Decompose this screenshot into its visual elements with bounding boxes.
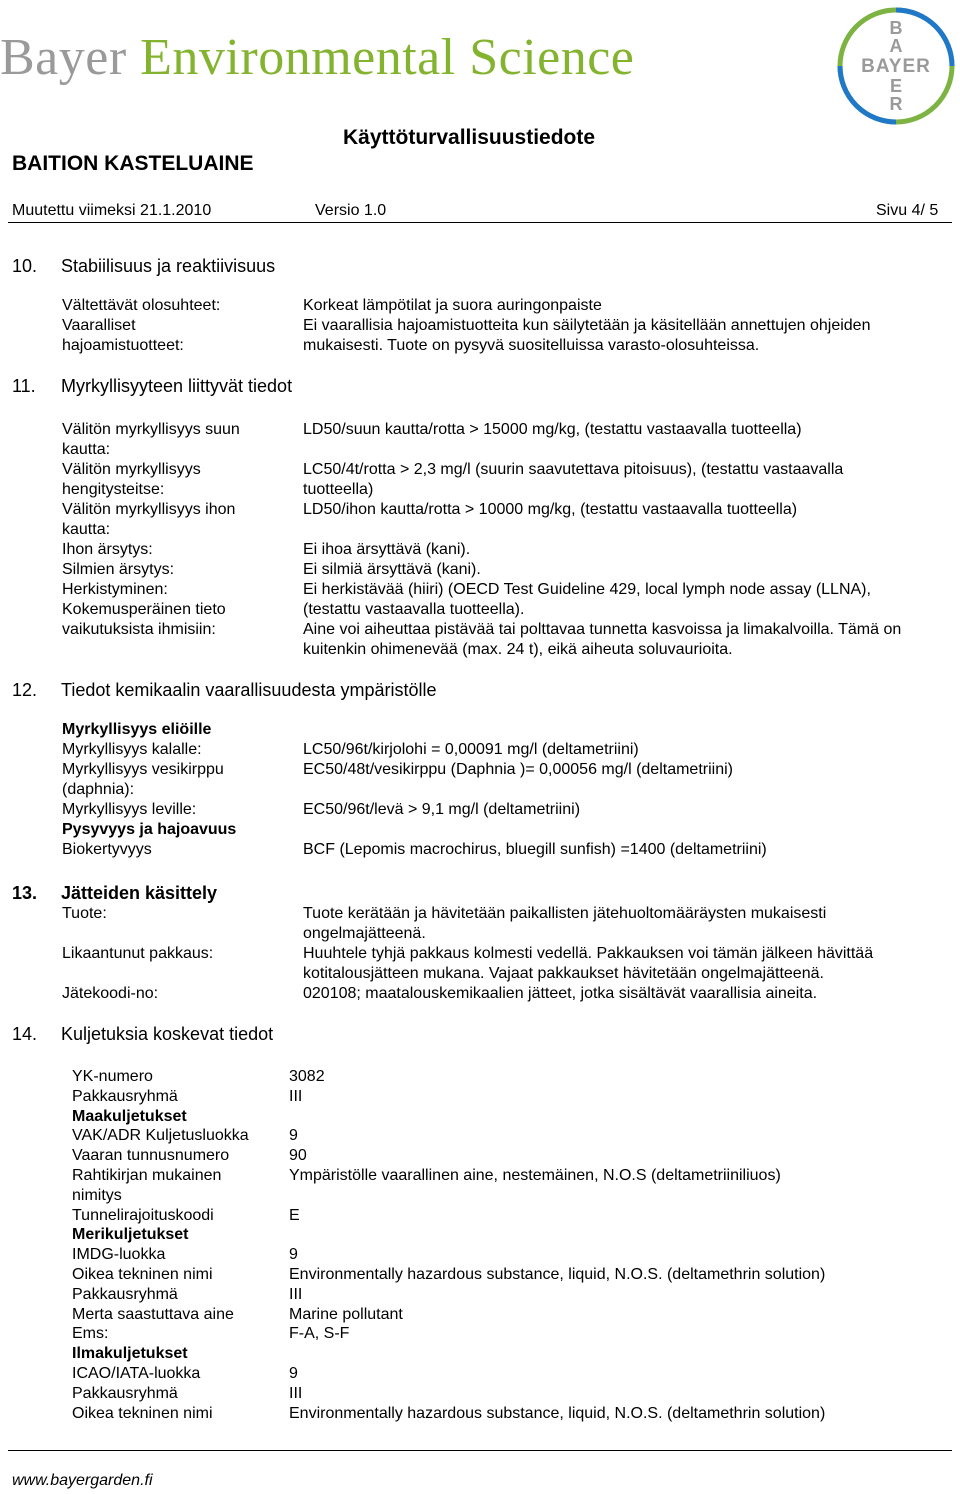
section-11-values — [303, 420, 953, 660]
value: LD50/ihon kautta/rotta > 10000 mg/kg, (testattu vastaavalla tuotteella) — [303, 501, 798, 518]
table-row — [72, 1404, 932, 1424]
value: Tuote kerätään ja hävitetään paikallisten jätehuoltomääräysten mukaisesti — [303, 905, 827, 922]
transport-table — [72, 1067, 932, 1423]
section-title: Myrkyllisyyteen liittyvät tiedot — [61, 376, 293, 396]
bayer-cross-logo — [836, 6, 956, 126]
value: EC50/96t/levä > 9,1 mg/l (deltametriini) — [303, 801, 581, 818]
section-title: Tiedot kemikaalin vaarallisuudesta ympäristölle — [61, 680, 437, 700]
svg-text:BAYER: BAYER — [861, 56, 931, 77]
page-number: Sivu 4/ 5 — [876, 202, 939, 219]
value: EC50/48t/vesikirppu (Daphnia )= 0,00056 mg/l (deltametriini) — [303, 761, 733, 778]
label: Tuote: — [62, 905, 107, 922]
svg-text:A: A — [889, 36, 903, 56]
label: (daphnia): — [62, 781, 135, 798]
table-cell-value: Environmentally hazardous substance, liquid, N.O.S. (deltamethrin solution) — [289, 1265, 826, 1283]
value — [303, 440, 953, 460]
table-row — [72, 1305, 932, 1325]
table-cell-value: 9 — [289, 1127, 298, 1145]
section-14-heading — [12, 1024, 612, 1046]
product-name: BAITION KASTELUAINE — [12, 152, 254, 175]
table-cell-label: VAK/ADR Kuljetusluokka — [72, 1127, 249, 1145]
footer-url: www.bayergarden.fi — [12, 1472, 153, 1489]
value — [303, 520, 953, 540]
table-cell-value: III — [289, 1087, 303, 1105]
table-row — [72, 1384, 932, 1404]
value: tuotteella) — [303, 481, 374, 498]
table-cell-label: IMDG-luokka — [72, 1246, 166, 1264]
table-row — [72, 1245, 932, 1265]
section-number: 14. — [12, 1024, 38, 1044]
table-cell-label: Merta saastuttava aine — [72, 1305, 234, 1323]
svg-text:E: E — [889, 76, 903, 96]
label: hajoamistuotteet: — [62, 337, 184, 354]
table-row — [72, 1146, 932, 1166]
label: Vaaralliset — [62, 317, 136, 334]
section-13-heading — [12, 883, 612, 905]
table-row — [72, 1126, 932, 1146]
table-cell-value: 9 — [289, 1364, 298, 1382]
table-row — [72, 1225, 932, 1245]
value: 020108; maatalouskemikaalien jätteet, jotka sisältävät vaarallisia aineita. — [303, 985, 818, 1002]
table-cell-label: ICAO/IATA-luokka — [72, 1364, 201, 1382]
value: ongelmajätteenä. — [303, 925, 426, 942]
table-row — [72, 1344, 932, 1364]
table-row — [72, 1206, 932, 1226]
table-row — [72, 1285, 932, 1305]
table-row — [72, 1324, 932, 1344]
table-row — [72, 1087, 932, 1107]
table-cell-value: E — [289, 1206, 300, 1224]
label: Herkistyminen: — [62, 581, 168, 598]
table-cell-value: Marine pollutant — [289, 1305, 403, 1323]
modified-date: Muutettu viimeksi 21.1.2010 — [12, 202, 212, 219]
table-row — [72, 1186, 932, 1206]
table-cell-value: 9 — [289, 1246, 298, 1264]
value: Korkeat lämpötilat ja suora auringonpaiste — [303, 297, 602, 314]
value: Huuhtele tyhjä pakkaus kolmesti vedellä. Pakkauksen voi tämän jälkeen hävittää — [303, 945, 874, 962]
table-row — [72, 1265, 932, 1285]
section-number: 10. — [12, 256, 38, 276]
label: kautta: — [62, 521, 111, 538]
label: Jätekoodi-no: — [62, 985, 159, 1002]
label: Myrkyllisyys leville: — [62, 801, 197, 818]
value: Aine voi aiheuttaa pistävää tai polttavaa tunnetta kasvoissa ja limakalvoilla. Tämä on — [303, 621, 902, 638]
table-cell-label: Ems: — [72, 1325, 109, 1343]
table-cell-label: Ilmakuljetukset — [72, 1345, 188, 1363]
section-title: Kuljetuksia koskevat tiedot — [61, 1024, 274, 1044]
label: Biokertyvyys — [62, 841, 152, 858]
value: Ei silmiä ärsyttävä (kani). — [303, 561, 481, 578]
value: Ei ihoa ärsyttävä (kani). — [303, 541, 471, 558]
table-row — [72, 1107, 932, 1127]
table-cell-label: Maakuljetukset — [72, 1107, 187, 1125]
value: LC50/4t/rotta > 2,3 mg/l (suurin saavutettava pitoisuus), (testattu vastaavalla — [303, 461, 844, 478]
table-row — [72, 1067, 932, 1087]
value: kuitenkin ohimenevää (max. 24 t), eikä aiheuta soluvaurioita. — [303, 641, 733, 658]
subheading: Pysyvyys ja hajoavuus — [62, 821, 237, 838]
label: Likaantunut pakkaus: — [62, 945, 214, 962]
value: (testattu vastaavalla tuotteella). — [303, 601, 525, 618]
label: Silmien ärsytys: — [62, 561, 175, 578]
table-cell-value: III — [289, 1384, 303, 1402]
table-cell-value: Ympäristölle vaarallinen aine, nestemäinen, N.O.S (deltametriiniliuos) — [289, 1166, 781, 1184]
table-row — [72, 1166, 932, 1186]
section-12-heading — [12, 680, 712, 702]
table-cell-label: Pakkausryhmä — [72, 1384, 178, 1402]
value: LC50/96t/kirjolohi = 0,00091 mg/l (deltametriini) — [303, 741, 639, 758]
section-number: 11. — [12, 376, 36, 396]
label: vaikutuksista ihmisiin: — [62, 621, 216, 638]
table-cell-value: Environmentally hazardous substance, liquid, N.O.S. (deltamethrin solution) — [289, 1404, 826, 1422]
label: Ihon ärsytys: — [62, 541, 153, 558]
value: BCF (Lepomis macrochirus, bluegill sunfish) =1400 (deltametriini) — [303, 841, 767, 858]
brand-part2: Environmental Science — [140, 29, 635, 86]
value: LD50/suun kautta/rotta > 15000 mg/kg, (testattu vastaavalla tuotteella) — [303, 421, 802, 438]
footer-divider — [8, 1450, 952, 1451]
table-cell-label: YK-numero — [72, 1068, 153, 1085]
section-number: 12. — [12, 680, 38, 700]
value: kotitalousjätteen mukana. Vajaat pakkaukset hävitetään ongelmajätteenä. — [303, 965, 824, 982]
section-10-heading — [12, 256, 612, 278]
header-divider — [8, 222, 952, 223]
table-cell-label: Pakkausryhmä — [72, 1285, 178, 1303]
table-cell-label: nimitys — [72, 1186, 122, 1204]
label: hengitysteitse: — [62, 481, 165, 498]
table-cell-value: F-A, S-F — [289, 1325, 350, 1343]
table-cell-label: Rahtikirjan mukainen — [72, 1166, 222, 1184]
table-cell-label: Pakkausryhmä — [72, 1087, 178, 1105]
value: Ei vaarallisia hajoamistuotteita kun säilytetään ja käsitellään annettujen ohjeiden — [303, 317, 871, 334]
label: Myrkyllisyys vesikirppu — [62, 761, 224, 778]
section-title: Jätteiden käsittely — [61, 883, 218, 903]
label: Myrkyllisyys kalalle: — [62, 741, 202, 758]
table-row — [72, 1364, 932, 1384]
label: kautta: — [62, 441, 111, 458]
svg-text:B: B — [889, 18, 903, 38]
section-11-heading — [12, 376, 612, 398]
table-cell-value: III — [289, 1285, 303, 1303]
document-title: Käyttöturvallisuustiedote — [343, 126, 596, 149]
value: Ei herkistävää (hiiri) (OECD Test Guideline 429, local lymph node assay (LLNA), — [303, 581, 871, 598]
label: Välitön myrkyllisyys — [62, 461, 201, 478]
subheading: Myrkyllisyys eliöille — [62, 721, 212, 738]
table-cell-label: Merikuljetukset — [72, 1226, 189, 1244]
table-cell-label: Tunnelirajoituskoodi — [72, 1206, 214, 1224]
label: Vältettävät olosuhteet: — [62, 297, 221, 314]
brand-wordmark — [0, 29, 635, 86]
label: Välitön myrkyllisyys suun — [62, 421, 240, 438]
value: mukaisesti. Tuote on pysyvä suositelluissa varasto-olosuhteissa. — [303, 337, 760, 354]
section-number: 13. — [12, 883, 38, 903]
table-cell-label: Oikea tekninen nimi — [72, 1404, 213, 1422]
section-title: Stabiilisuus ja reaktiivisuus — [61, 256, 276, 276]
label: Kokemusperäinen tieto — [62, 601, 226, 618]
table-cell-value: 90 — [289, 1147, 307, 1165]
svg-text:R: R — [889, 94, 903, 114]
table-cell-value: 3082 — [289, 1068, 325, 1085]
brand-part1: Bayer — [0, 29, 127, 86]
table-cell-label: Oikea tekninen nimi — [72, 1265, 213, 1283]
version: Versio 1.0 — [315, 202, 387, 219]
table-cell-label: Vaaran tunnusnumero — [72, 1147, 230, 1165]
section-11-labels — [62, 420, 298, 640]
label: Välitön myrkyllisyys ihon — [62, 501, 236, 518]
